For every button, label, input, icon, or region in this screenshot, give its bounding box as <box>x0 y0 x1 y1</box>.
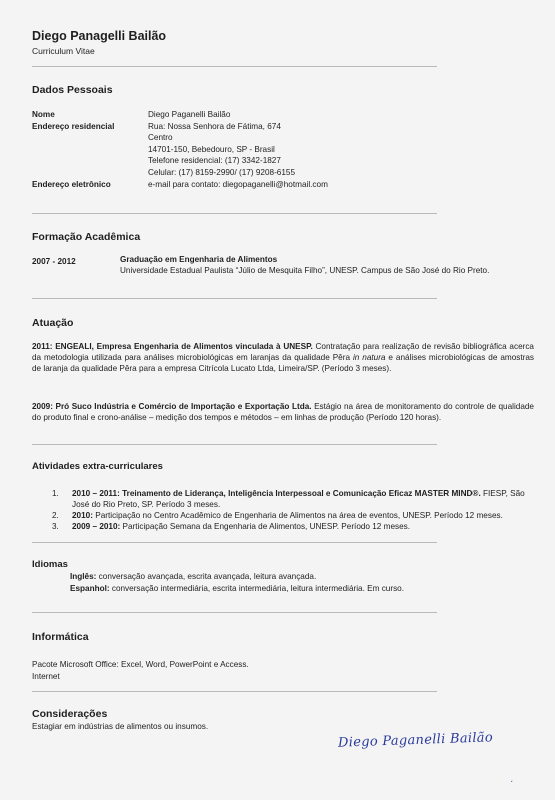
section-title-dados-pessoais: Dados Pessoais <box>32 84 113 96</box>
endereco-line: Rua: Nossa Senhora de Fátima, 674 <box>148 122 281 131</box>
header-subtitle: Curriculum Vitae <box>32 46 95 56</box>
idioma-label: Espanhol: <box>70 584 110 593</box>
header-name: Diego Panagelli Bailão <box>32 29 167 43</box>
section-title-informatica: Informática <box>32 631 89 643</box>
divider <box>32 213 437 214</box>
atividade-text: Participação no Centro Acadêmico de Engenharia de Alimentos na área de eventos, UNESP. Período 12 meses. <box>92 511 503 520</box>
atuacao-item-engeali <box>32 342 534 374</box>
idioma-espanhol <box>70 584 404 595</box>
nome-label: Nome <box>32 110 55 119</box>
divider <box>32 542 437 543</box>
endereco-line: Celular: (17) 8159-2990/ (17) 9208-6155 <box>148 168 296 177</box>
divider <box>32 612 437 613</box>
atuacao-item-lead: 2011: ENGEALI, Empresa Engenharia de Alimentos vinculada à UNESP. <box>32 342 313 351</box>
divider <box>32 444 437 445</box>
section-title-atividades: Atividades extra-curriculares <box>32 461 163 472</box>
handwritten-signature: Diego Paganelli Bailão <box>337 730 494 751</box>
endereco-line: 14701-150, Bebedouro, SP - Brasil <box>148 145 275 154</box>
nome-value: Diego Paganelli Bailão <box>148 110 231 119</box>
section-title-formacao: Formação Acadêmica <box>32 231 141 243</box>
email-value: e-mail para contato: diegopaganelli@hotmail.com <box>148 180 328 189</box>
section-title-idiomas: Idiomas <box>32 559 68 570</box>
atividade-text: Participação Semana da Engenharia de Alimentos, UNESP. Período 12 meses. <box>120 522 411 531</box>
atuacao-item-prosuco <box>32 402 534 424</box>
consideracoes-text: Estagiar em indústrias de alimentos ou insumos. <box>32 722 209 731</box>
informatica-line: Pacote Microsoft Office: Excel, Word, PowerPoint e Access. <box>32 660 249 669</box>
endereco-eletronico-label: Endereço eletrônico <box>32 180 111 189</box>
atividade-item <box>72 511 542 522</box>
atuacao-item-italic: in natura <box>352 352 386 362</box>
atividade-item <box>72 522 542 533</box>
endereco-line: Centro <box>148 133 173 142</box>
atuacao-item-text: Estágio na área de monitoramento do controle de qualidade do produto final e crono-análise – medição dos tempos e métodos – em linhas de produção (Período 120 horas). <box>32 402 534 422</box>
divider <box>32 66 437 67</box>
atividade-num: 1. <box>52 489 59 498</box>
endereco-label: Endereço residencial <box>32 122 115 131</box>
atividade-num: 3. <box>52 522 59 531</box>
idioma-value: conversação avançada, escrita avançada, leitura avançada. <box>96 572 317 581</box>
idioma-label: Inglês: <box>70 572 97 581</box>
atividade-text: FIESP, São José do Rio Preto, SP. Período 3 meses. <box>72 489 525 509</box>
atividade-lead: 2009 – 2010: <box>72 522 121 531</box>
atividade-item <box>72 489 542 510</box>
atividade-num: 2. <box>52 511 59 520</box>
divider <box>32 298 437 299</box>
idioma-value: conversação intermediária, escrita intermediária, leitura intermediária. Em curso. <box>109 584 404 593</box>
divider <box>32 691 437 692</box>
pen-mark-icon: ˏ <box>510 772 513 782</box>
formacao-period: 2007 - 2012 <box>32 257 76 266</box>
atuacao-item-text: e análises microbiológicas de amostras de laranja da qualidade Pêra para a empresa Citrícola Lucato Ltda, Limeira/SP. (Período 3 meses). <box>32 352 534 373</box>
atividade-lead: 2010: <box>72 511 93 520</box>
formacao-institution: Universidade Estadual Paulista “Júlio de Mesquita Filho”, UNESP. Campus de São José do Rio Preto. <box>120 266 490 275</box>
endereco-line: Telefone residencial: (17) 3342-1827 <box>148 156 281 165</box>
section-title-atuacao: Atuação <box>32 317 74 329</box>
atividade-lead: 2010 – 2011: Treinamento de Liderança, Inteligência Interpessoal e Comunicação Eficaz MASTER MIND®. <box>72 489 481 498</box>
idioma-ingles <box>70 572 316 583</box>
atuacao-item-lead: 2009: Pró Suco Indústria e Comércio de Importação e Exportação Ltda. <box>32 402 312 411</box>
informatica-line: Internet <box>32 672 60 681</box>
formacao-course: Graduação em Engenharia de Alimentos <box>120 255 278 264</box>
atuacao-item-text: Contratação para realização de revisão bibliográfica acerca da metodologia utilizada para análises microbiológicas em laranjas da qualidade Pêra <box>32 342 534 362</box>
section-title-consideracoes: Considerações <box>32 708 108 720</box>
